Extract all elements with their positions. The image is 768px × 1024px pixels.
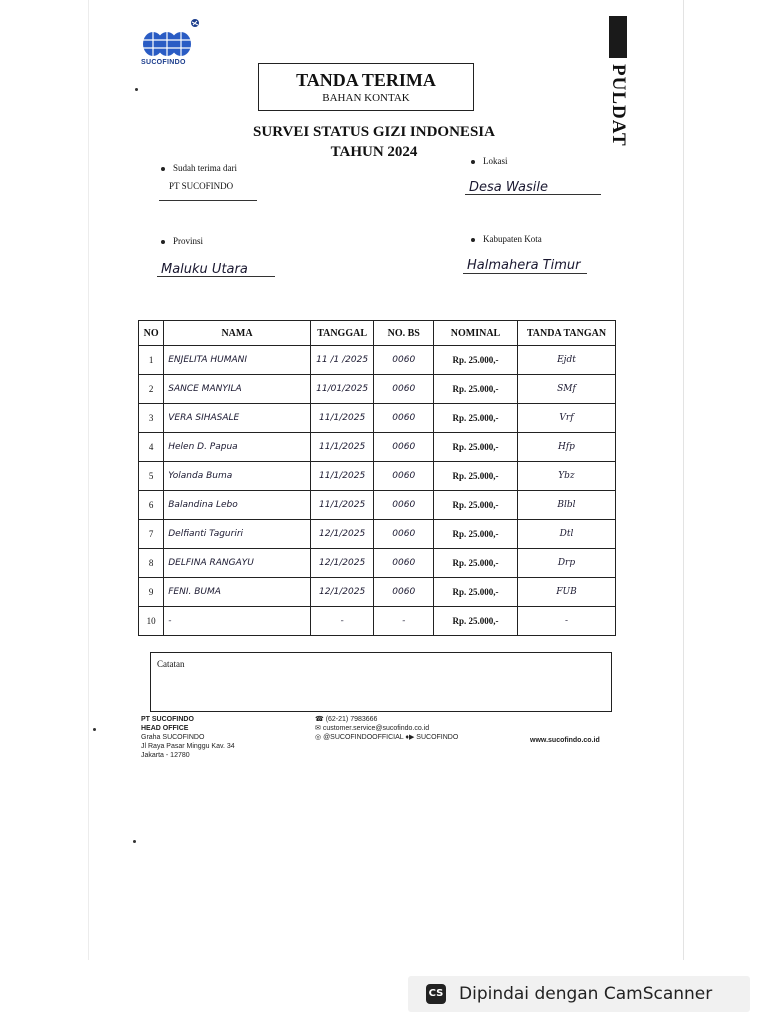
- header-no: NO: [139, 321, 164, 346]
- row-signature: Drp: [517, 549, 615, 578]
- row-number: 6: [139, 491, 164, 520]
- table-row: [139, 346, 616, 375]
- table-header-row: [139, 321, 616, 346]
- footer-address: [141, 715, 235, 760]
- row-signature: FUB: [517, 578, 615, 607]
- row-bs-number: 0060: [374, 549, 434, 578]
- bullet-icon: [471, 160, 475, 164]
- row-number: 2: [139, 375, 164, 404]
- province-label: Provinsi: [161, 236, 203, 246]
- row-number: 1: [139, 346, 164, 375]
- row-nominal: Rp. 25.000,-: [434, 520, 518, 549]
- row-signature: Blbl: [517, 491, 615, 520]
- row-date: 11/1/2025: [310, 433, 374, 462]
- document-subtitle: BAHAN KONTAK: [322, 92, 410, 104]
- table-row: [139, 433, 616, 462]
- row-date: 11/1/2025: [310, 462, 374, 491]
- table-row: [139, 462, 616, 491]
- row-signature: Dtl: [517, 520, 615, 549]
- table-row: [139, 491, 616, 520]
- footer-email: customer.service@sucofindo.co.id: [322, 725, 430, 732]
- location-label: Lokasi: [471, 156, 508, 166]
- row-bs-number: -: [374, 607, 434, 636]
- phone-icon: ☎: [315, 716, 324, 723]
- bullet-icon: [161, 240, 165, 244]
- camscanner-watermark: [408, 976, 750, 1012]
- row-signature: Vrf: [517, 404, 615, 433]
- row-number: 4: [139, 433, 164, 462]
- table-row: [139, 607, 616, 636]
- row-nominal: Rp. 25.000,-: [434, 346, 518, 375]
- mail-icon: ✉: [315, 725, 321, 732]
- province-value: Maluku Utara: [161, 262, 248, 277]
- header-tanda-tangan: TANDA TANGAN: [517, 321, 615, 346]
- footer-social2: SUCOFINDO: [416, 734, 459, 741]
- regency-label: Kabupaten Kota: [471, 234, 542, 244]
- footer-phone: (62-21) 7983666: [325, 716, 378, 723]
- location-underline: [465, 194, 601, 195]
- logo-text: SUCOFINDO: [141, 59, 186, 66]
- survey-year: TAHUN 2024: [330, 144, 418, 160]
- row-date: -: [310, 607, 374, 636]
- footer-address-line1: Graha SUCOFINDO: [141, 734, 205, 741]
- survey-title: SURVEI STATUS GIZI INDONESIA: [253, 124, 495, 140]
- row-number: 10: [139, 607, 164, 636]
- row-name: FENI. BUMA: [164, 578, 311, 607]
- row-name: -: [164, 607, 311, 636]
- row-bs-number: 0060: [374, 433, 434, 462]
- row-bs-number: 0060: [374, 346, 434, 375]
- row-date: 11/1/2025: [310, 491, 374, 520]
- social-icons: ♦▶: [405, 734, 415, 741]
- notes-label: Catatan: [157, 659, 185, 669]
- footer-contact: [315, 715, 458, 742]
- row-name: Yolanda Buma: [164, 462, 311, 491]
- row-nominal: Rp. 25.000,-: [434, 491, 518, 520]
- row-number: 3: [139, 404, 164, 433]
- row-bs-number: 0060: [374, 578, 434, 607]
- title-box: [258, 63, 474, 111]
- table-row: [139, 404, 616, 433]
- footer-company: PT SUCOFINDO: [141, 716, 194, 723]
- row-signature: Hfp: [517, 433, 615, 462]
- row-nominal: Rp. 25.000,-: [434, 433, 518, 462]
- row-signature: Ejdt: [517, 346, 615, 375]
- row-bs-number: 0060: [374, 462, 434, 491]
- footer-address-line3: Jakarta - 12780: [141, 752, 190, 759]
- row-date: 12/1/2025: [310, 549, 374, 578]
- row-signature: SMf: [517, 375, 615, 404]
- row-name: DELFINA RANGAYU: [164, 549, 311, 578]
- row-nominal: Rp. 25.000,-: [434, 404, 518, 433]
- bullet-icon: [161, 167, 165, 171]
- footer-social: @SUCOFINDOOFFICIAL: [323, 734, 404, 741]
- side-label: PULDAT: [608, 64, 629, 147]
- camscanner-text: Dipindai dengan CamScanner: [459, 984, 713, 1004]
- footer-address-line2: Jl Raya Pasar Minggu Kav. 34: [141, 743, 235, 750]
- row-signature: -: [517, 607, 615, 636]
- row-bs-number: 0060: [374, 375, 434, 404]
- document-page: [88, 0, 684, 960]
- row-nominal: Rp. 25.000,-: [434, 578, 518, 607]
- received-from-underline: [159, 200, 257, 201]
- row-number: 8: [139, 549, 164, 578]
- row-number: 5: [139, 462, 164, 491]
- instagram-icon: ◎: [315, 734, 322, 741]
- notes-box: [150, 652, 612, 712]
- bullet-icon: [471, 238, 475, 242]
- header-tanggal: TANGGAL: [310, 321, 374, 346]
- row-number: 9: [139, 578, 164, 607]
- regency-underline: [463, 273, 587, 274]
- scan-speck: [135, 88, 138, 91]
- row-name: Balandina Lebo: [164, 491, 311, 520]
- side-bar-marker: [609, 16, 627, 58]
- row-name: ENJELITA HUMANI: [164, 346, 311, 375]
- row-bs-number: 0060: [374, 404, 434, 433]
- row-nominal: Rp. 25.000,-: [434, 607, 518, 636]
- row-number: 7: [139, 520, 164, 549]
- table-row: [139, 549, 616, 578]
- row-date: 11/01/2025: [310, 375, 374, 404]
- row-date: 12/1/2025: [310, 578, 374, 607]
- table-row: [139, 520, 616, 549]
- table-row: [139, 375, 616, 404]
- row-date: 11 /1 /2025: [310, 346, 374, 375]
- row-signature: Ybz: [517, 462, 615, 491]
- document-title: TANDA TERIMA: [296, 70, 436, 90]
- received-from-value: PT SUCOFINDO: [169, 181, 234, 191]
- row-nominal: Rp. 25.000,-: [434, 462, 518, 491]
- camscanner-icon: CS: [426, 984, 446, 1004]
- scan-speck: [93, 728, 96, 731]
- row-nominal: Rp. 25.000,-: [434, 549, 518, 578]
- row-bs-number: 0060: [374, 491, 434, 520]
- province-underline: [157, 276, 275, 277]
- header-no-bs: NO. BS: [374, 321, 434, 346]
- row-name: Delfianti Taguriri: [164, 520, 311, 549]
- header-nama: NAMA: [164, 321, 311, 346]
- table-row: [139, 578, 616, 607]
- row-date: 12/1/2025: [310, 520, 374, 549]
- row-nominal: Rp. 25.000,-: [434, 375, 518, 404]
- row-bs-number: 0060: [374, 520, 434, 549]
- regency-value: Halmahera Timur: [467, 258, 581, 273]
- row-date: 11/1/2025: [310, 404, 374, 433]
- row-name: SANCE MANYILA: [164, 375, 311, 404]
- receipt-table: [138, 320, 616, 636]
- row-name: VERA SIHASALE: [164, 404, 311, 433]
- header-nominal: NOMINAL: [434, 321, 518, 346]
- location-value: Desa Wasile: [469, 180, 548, 195]
- footer-website: www.sucofindo.co.id: [530, 737, 600, 744]
- received-from-label: Sudah terima dari: [161, 163, 237, 173]
- row-name: Helen D. Papua: [164, 433, 311, 462]
- footer-office: HEAD OFFICE: [141, 725, 189, 732]
- scan-speck: [133, 840, 136, 843]
